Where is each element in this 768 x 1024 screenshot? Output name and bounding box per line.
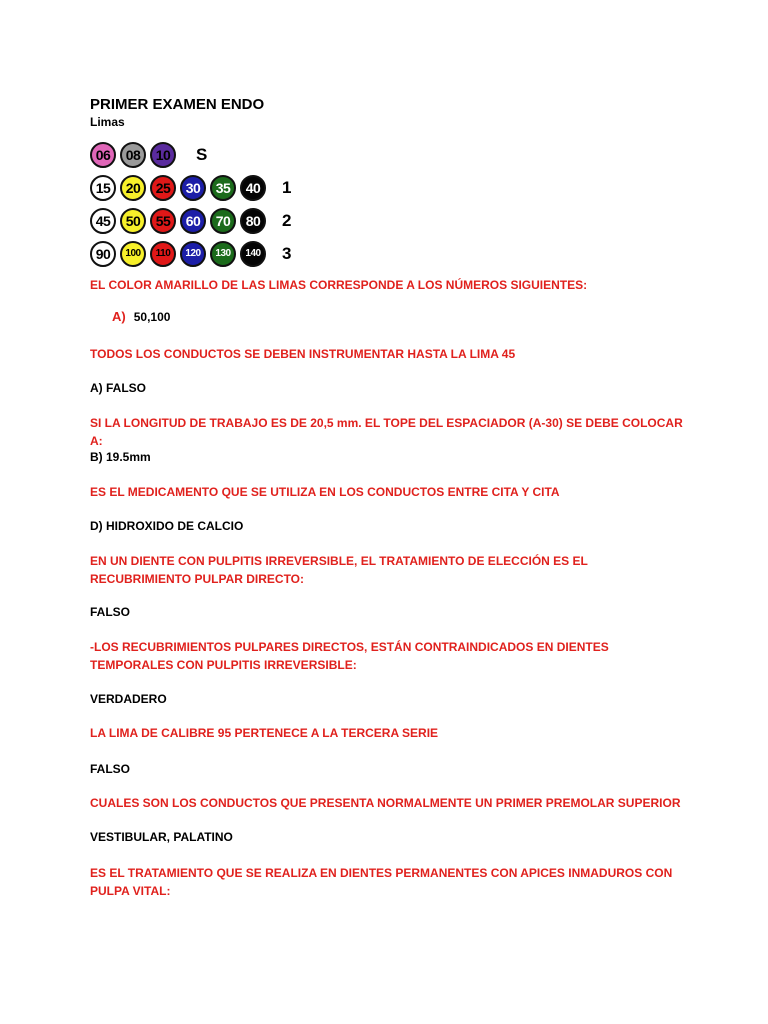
question-text: TODOS LOS CONDUCTOS SE DEBEN INSTRUMENTAR HASTA LA LIMA 45 bbox=[90, 347, 516, 361]
file-disc: 20 bbox=[120, 175, 146, 201]
answer-text: FALSO bbox=[90, 605, 131, 619]
file-series-row bbox=[90, 171, 690, 204]
file-series-row bbox=[90, 204, 690, 237]
question-text: -LOS RECUBRIMIENTOS PULPARES DIRECTOS, ESTÁN CONTRAINDICADOS EN DIENTES TEMPORALES CON PULPITIS IRREVERSIBLE: bbox=[90, 640, 609, 672]
answer-text: D) HIDROXIDO DE CALCIO bbox=[90, 519, 244, 533]
file-disc: 08 bbox=[120, 142, 146, 168]
file-disc: 80 bbox=[240, 208, 266, 234]
file-disc: 140 bbox=[240, 241, 266, 267]
question-text: ES EL MEDICAMENTO QUE SE UTILIZA EN LOS CONDUCTOS ENTRE CITA Y CITA bbox=[90, 485, 560, 499]
answer-text: B) 19.5mm bbox=[90, 450, 151, 464]
file-series-row bbox=[90, 138, 690, 171]
file-disc: 110 bbox=[150, 241, 176, 267]
file-disc: 130 bbox=[210, 241, 236, 267]
question-text: EN UN DIENTE CON PULPITIS IRREVERSIBLE, EL TRATAMIENTO DE ELECCIÓN ES EL RECUBRIMIENTO PULPAR DIRECTO: bbox=[90, 554, 588, 586]
file-disc: 30 bbox=[180, 175, 206, 201]
answer-value: 50,100 bbox=[133, 310, 171, 324]
file-disc: 45 bbox=[90, 208, 116, 234]
file-disc: 40 bbox=[240, 175, 266, 201]
series-label: 1 bbox=[282, 177, 292, 197]
file-disc: 50 bbox=[120, 208, 146, 234]
document-title: PRIMER EXAMEN ENDO bbox=[90, 96, 265, 113]
answer-text: VESTIBULAR, PALATINO bbox=[90, 830, 233, 844]
file-disc: 35 bbox=[210, 175, 236, 201]
series-label: 3 bbox=[282, 243, 292, 263]
file-disc: 60 bbox=[180, 208, 206, 234]
file-series-row bbox=[90, 237, 690, 270]
answer-text: A) FALSO bbox=[90, 381, 146, 395]
answer-text bbox=[90, 308, 690, 326]
file-disc: 25 bbox=[150, 175, 176, 201]
answer-text: FALSO bbox=[90, 762, 131, 776]
file-disc: 06 bbox=[90, 142, 116, 168]
file-disc: 15 bbox=[90, 175, 116, 201]
file-color-chart bbox=[90, 138, 690, 270]
document-subtitle: Limas bbox=[90, 115, 125, 129]
answer-letter: A) bbox=[112, 309, 126, 324]
question-text: CUALES SON LOS CONDUCTOS QUE PRESENTA NORMALMENTE UN PRIMER PREMOLAR SUPERIOR bbox=[90, 796, 681, 810]
series-label: 2 bbox=[282, 210, 292, 230]
series-label: S bbox=[196, 144, 208, 164]
file-disc: 90 bbox=[90, 241, 116, 267]
file-disc: 70 bbox=[210, 208, 236, 234]
question-text: SI LA LONGITUD DE TRABAJO ES DE 20,5 mm. EL TOPE DEL ESPACIADOR (A-30) SE DEBE COLOCAR A: bbox=[90, 416, 683, 448]
file-disc: 55 bbox=[150, 208, 176, 234]
document-page bbox=[90, 96, 690, 270]
file-disc: 100 bbox=[120, 241, 146, 267]
file-disc: 10 bbox=[150, 142, 176, 168]
file-disc: 120 bbox=[180, 241, 206, 267]
question-text: ES EL TRATAMIENTO QUE SE REALIZA EN DIENTES PERMANENTES CON APICES INMADUROS CON PULPA VITAL: bbox=[90, 866, 673, 898]
question-text: EL COLOR AMARILLO DE LAS LIMAS CORRESPONDE A LOS NÚMEROS SIGUIENTES: bbox=[90, 278, 588, 292]
answer-text: VERDADERO bbox=[90, 692, 167, 706]
question-text: LA LIMA DE CALIBRE 95 PERTENECE A LA TERCERA SERIE bbox=[90, 726, 439, 740]
